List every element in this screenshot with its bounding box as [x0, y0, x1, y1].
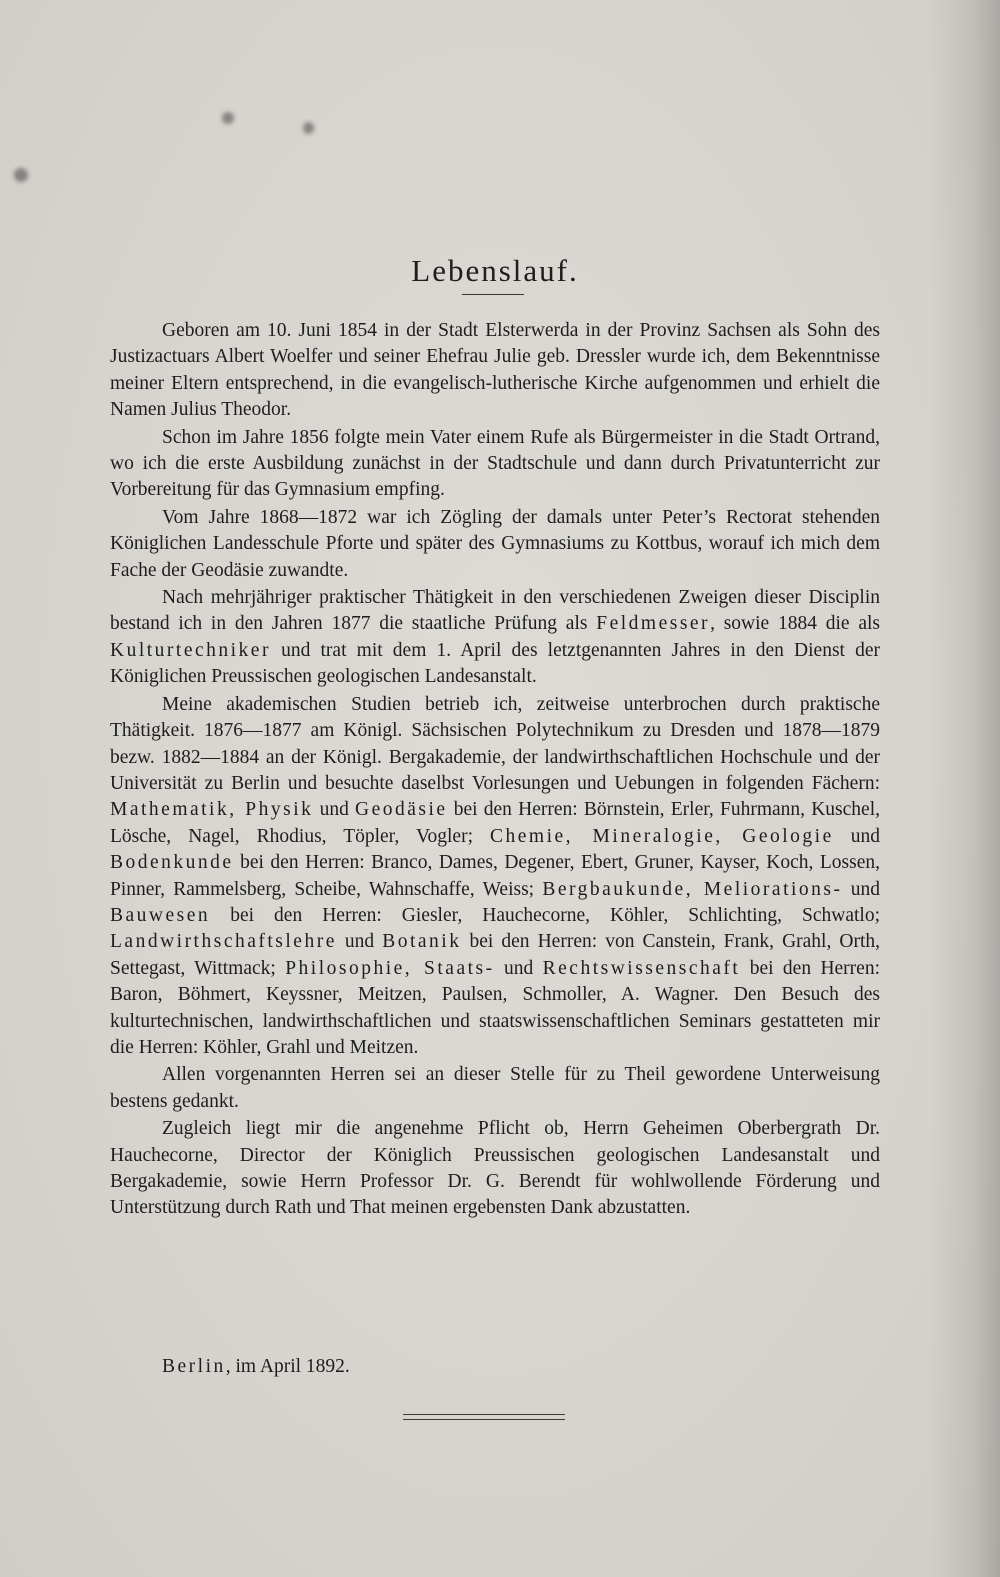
spaced-term: Bauwesen [110, 904, 211, 926]
paragraph-thanks: Allen vorgenannten Herren sei an dieser Stelle für zu Theil gewordene Unterweisung bestens gedankt. [110, 1064, 880, 1112]
spaced-term: Geodäsie [355, 799, 448, 821]
signoff-place: Berlin [162, 1356, 226, 1377]
title-rule [462, 294, 524, 295]
paragraph-studies [110, 692, 880, 1062]
spaced-term: Chemie, Mineralogie, Geologie [490, 825, 834, 847]
paragraph-birth: Geboren am 10. Juni 1854 in der Stadt Elsterwerda in der Provinz Sachsen als Sohn des Justizactuars Albert Woelfer und seiner Ehefrau Julie geb. Dressler wurde ich, dem Bekenntnisse meiner Eltern entsprechend, in die evangelisch-lutherische Kirche aufgenommen und erhielt die Namen Julius Theodor. [110, 320, 880, 421]
ink-spot [222, 112, 234, 124]
spaced-term: Kulturtechniker [110, 639, 271, 661]
text-run: bei den Herren: von Canstein, Frank, Grahl, Orth, Settegast, Wittmack; [110, 931, 881, 979]
paragraph-childhood: Schon im Jahre 1856 folgte mein Vater einem Rufe als Bürgermeister in die Stadt Ortrand, wo ich die erste Ausbildung zunächst in der Stadtschule und dann durch Privatunterricht zur Vorbereitung für das Gymnasium empfing. [110, 426, 880, 501]
text-run: , sowie 1884 die als [710, 613, 880, 635]
paragraph-career [110, 585, 880, 691]
text-run: bei den Herren: Branco, Dames, Degener, Ebert, Gruner, Kayser, Koch, Lossen, Pinner, Rammelsberg, Scheibe, Wahnschaffe, Weiss; [110, 852, 880, 900]
place-date-line [162, 1356, 350, 1378]
spaced-term: Philosophie, Staats- [285, 957, 495, 979]
spaced-term: Botanik [382, 931, 462, 953]
text-run: Nach mehrjähriger praktischer Thätigkeit in den verschiedenen Zweigen dieser Disciplin bestand ich in den Jahren 1877 die staatliche Prüfung als [110, 587, 880, 635]
text-run: und [833, 825, 880, 847]
paragraph-acknowledgement: Zugleich liegt mir die angenehme Pflicht ob, Herrn Geheimen Oberbergrath Dr. Hauchecorne, Director der Königlich Preussischen geologischen Landesanstalt und Bergakademie, sowie Herrn Professor Dr. G. Berendt für wohlwollende Förderung und Unterstützung durch Rath und That meinen ergebensten Dank abzustatten. [110, 1118, 880, 1219]
spaced-term: Rechtswissenschaft [542, 957, 741, 979]
spaced-term: Landwirthschaftslehre [110, 931, 337, 953]
paragraph-schooling: Vom Jahre 1868—1872 war ich Zögling der damals unter Peter’s Rectorat stehenden Königlichen Landesschule Pforte und später des Gymnasiums zu Kottbus, worauf ich mich dem Fache der Geodäsie zuwandte. [110, 506, 880, 581]
text-run: bei den Herren: Giesler, Hauchecorne, Köhler, Schlichting, Schwatlo; [210, 904, 880, 926]
text-run: bei den Herren: Börnstein, Erler, Fuhrmann, Kuschel, Lösche, Nagel, Rhodius, Töpler, Vogler; [110, 799, 880, 847]
text-run: und [842, 878, 880, 900]
page-edge-shadow [930, 0, 1000, 1577]
spaced-term: Bergbaukunde, Meliorations- [542, 878, 843, 900]
spaced-term: Mathematik, Physik [110, 799, 314, 821]
ink-spot [14, 168, 28, 182]
signoff-date: , im April 1892. [225, 1356, 350, 1377]
text-run: bei den Herren: Baron, Böhmert, Keyssner, Meitzen, Paulsen, Schmoller, A. Wagner. Den Besuch des kulturtechnischen, landwirthschaftlichen und staatswissenschaftlichen Seminars gestatteten mir die Herren: Köhler, Grahl und Meitzen. [110, 957, 880, 1058]
text-run: und [494, 957, 543, 979]
closing-double-rule [403, 1414, 565, 1420]
ink-spot [303, 122, 314, 134]
biography-text [110, 318, 880, 1223]
page-title: Lebenslauf. [411, 252, 579, 288]
text-run: und [336, 931, 383, 953]
text-run: und [313, 799, 356, 821]
text-run: und trat mit dem 1. April des letztgenannten Jahres in den Dienst der Königlichen Preussischen geologischen Landesanstalt. [110, 639, 880, 688]
spaced-term: Feldmesser [596, 613, 711, 635]
text-run: Meine akademischen Studien betrieb ich, zeitweise unterbrochen durch praktische Thätigkeit. 1876—1877 am Königl. Sächsischen Polytechnikum zu Dresden und 1878—1879 bezw. 1882—1884 an der Königl. Bergakademie, der landwirthschaftlichen Hochschule und der Universität zu Berlin und besuchte daselbst Vorlesungen und Uebungen in folgenden Fächern: [110, 693, 880, 794]
spaced-term: Bodenkunde [110, 852, 234, 874]
